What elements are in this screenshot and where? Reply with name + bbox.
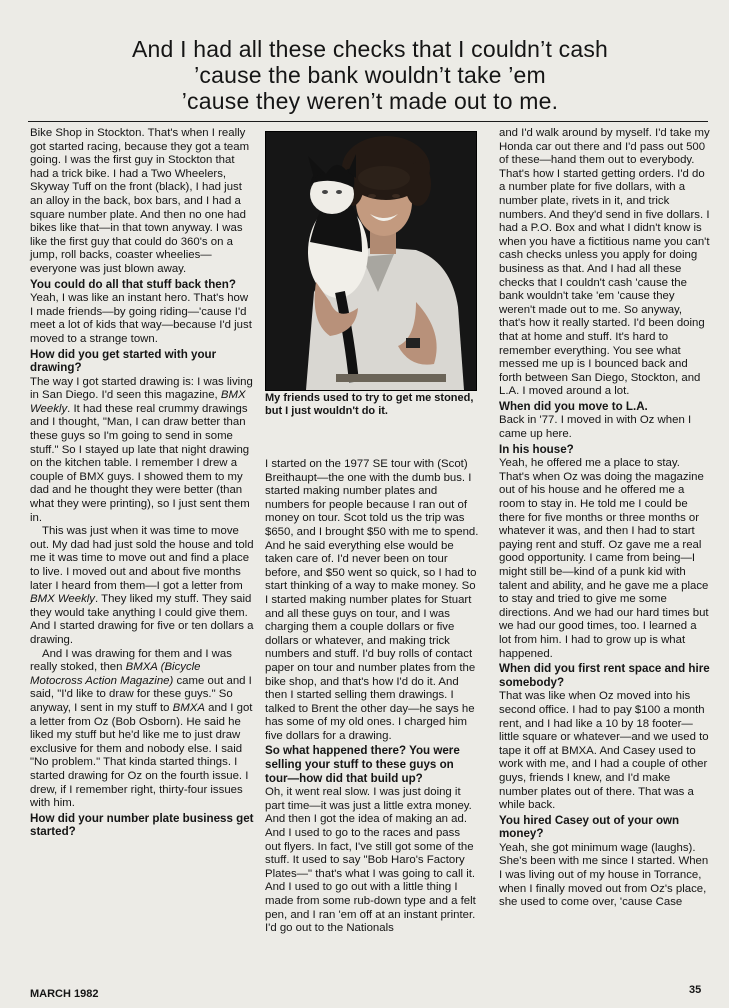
interview-question: So what happened there? You were selling your stuff to these guys on tour—how did that build up?: [265, 744, 460, 785]
paragraph: The way I got started drawing is: I was living in San Diego. I'd seen this magazine, BMX Weekly. It had these real crummy drawings and I thought, "Man, I can draw better than these guys so I'm going to send in some stuff." So I stayed up late that night drawing on the kitchen table. I remember I drew a couple of BMX guys. I showed them to my dad and he thought they were better (than what they were printing), so I just sent them in.: [30, 375, 253, 524]
interview-question: How did you get started with your drawing?: [30, 347, 217, 375]
interview-question: When did you move to L.A.: [499, 399, 648, 413]
pull-quote-line: ’cause they weren’t made out to me.: [181, 88, 559, 114]
pull-quote: [60, 36, 680, 114]
interview-question: You could do all that stuff back then?: [30, 277, 236, 291]
issue-date: MARCH 1982: [30, 988, 99, 1000]
article-column-3: [499, 127, 711, 910]
article-column-1: [30, 127, 254, 840]
header-divider: [28, 121, 708, 122]
photo-caption: My friends used to try to get me stoned, but I just wouldn't do it.: [265, 392, 474, 417]
pull-quote-line: ’cause the bank wouldn’t take ’em: [194, 62, 546, 88]
paragraph: Oh, it went real slow. I was just doing it part time—it was just a little extra money. And then I got the idea of making an ad. And I used to go to the races and pass out flyers. In fact, I've still got some of the stuff. It used to say "Bob Haro's Factory Plates—" that's what I was going to call it. And I used to go out with a little thing I made from some rub-down type and a felt pen, and I ran 'em off at an instant printer. I'd go out to the Nationals: [265, 786, 476, 935]
page-number: 35: [689, 984, 702, 996]
paragraph: And I was drawing for them and I was really stoked, then BMXA (Bicycle Motocross Action Magazine) came out and I said, "I'd like to draw for these guys." So anyway, I sent in my stuff to BMXA and I got a letter from Oz (Bob Osborn). He said he liked my stuff but he'd like me to just draw exclusive for them and nobody else. I said "No problem." That kinda started things. I started drawing for Oz on the fourth issue. I drew, if I remember right, thirty-four issues with him.: [30, 647, 253, 810]
paragraph: Back in '77. I moved in with Oz when I came up here.: [499, 414, 692, 441]
paragraph: I started on the 1977 SE tour with (Scot) Breithaupt—the one with the dumb bus. I started making number plates and numbers for people because I ran out of money on tour. Scot told us the trip was $650, and I brought $50 with me to spend. And he said everything else would be taken care of. I'd never been on tour before, and $50 went so quick, so I had to start thinking of a way to make money. So I started making number plates for Stuart and all these guys on tour, and I was charging them a couple dollars or five dollars or whatever, and making trick numbers and stuff. I'd buy rolls of contact paper on tour and number plates from the bike shop, and that's how I'd do it. And then I started selling them drawings. I talked to Brent the other day—he says he has some of my old ones. I charged him five dollars for a drawing.: [265, 458, 479, 742]
paragraph: This was just when it was time to move out. My dad had just sold the house and told me it was time to move out and find a place to live. I moved out and about five months later I heard from them—I got a letter from BMX Weekly. They liked my stuff. They said they would take anything I could give them. And I started drawing for five or ten dollars a drawing.: [30, 525, 254, 646]
magazine-title: BMX Weekly: [30, 593, 95, 606]
magazine-title: BMXA (Bicycle Motocross Action Magazine): [30, 661, 201, 687]
paragraph: Bike Shop in Stockton. That's when I really got started racing, because they got a team going. I was the first guy in Stockton that had a trick bike. I had a Two Wheelers, Skyway Tuff on the front (black), I had just an alloy in the back, box bars, and I had a square number plate. And then no one had bikes like that—in that town anyway. I was like the first guy that could do 360's on a jump, roll backs, coaster wheelies—everyone was just blown away.: [30, 127, 250, 275]
pull-quote-line: And I had all these checks that I couldn’t cash: [131, 36, 609, 62]
interview-question: When did you first rent space and hire somebody?: [499, 662, 710, 689]
interview-question: How did your number plate business get started?: [30, 811, 254, 839]
paragraph: Yeah, I was like an instant hero. That's how I made friends—by going riding—'cause I'd meet a lot of kids that way—because I'd just moved to a strange town.: [30, 292, 252, 345]
paragraph: Yeah, she got minimum wage (laughs). She's been with me since I started. When I was living out of my house in Torrance, when I finally moved out from Oz's place, she used to come over, 'cause Case: [499, 841, 709, 909]
paragraph: and I'd walk around by myself. I'd take my Honda car out there and I'd pass out 500 of these—hand them out to everybody. That's how I started getting orders. I'd do a number plate for five dollars, with a number plate, rivets in it, and trick numbers. And they'd send in five dollars. I had a P.O. Box and what I didn't know is when you have a fictitious name you can't cash checks unless you apply for doing business as that. And I had all these checks that I couldn't cash 'cause the bank wouldn't take 'em 'cause they weren't made out to me. So anyway, that's how it really started. I'd been doing that at home and stuff. It's hard to remember everything. You see what messed me up is I bounced back and forth between San Diego, Stockton, and L.A. I moved around a lot.: [499, 127, 710, 398]
interview-question: In his house?: [499, 442, 574, 456]
magazine-title: BMXA: [172, 701, 205, 714]
magazine-title: BMX Weekly: [30, 389, 246, 415]
interview-question: You hired Casey out of your own money?: [499, 813, 680, 841]
article-column-2: [265, 458, 479, 936]
paragraph: Yeah, he offered me a place to stay. That's when Oz was doing the magazine out of his house and he offered me a room to stay in. He told me I could be there for five months or three months or whatever it was, and then I had to start paying rent and stuff. Oz gave me a real good opportunity. I came from being—I might still be—kind of a punk kid with talent and ability, and he gave me a place to stay and tried to give me some directions. And we had our hard times but we had our good times, too. I learned a lot from him. I had to grow up is what happened.: [499, 457, 709, 660]
portrait-photo: [265, 131, 477, 391]
paragraph: That was like when Oz moved into his second office. I had to pay $100 a month rent, and I had like a 10 by 18 footer—little square or whatever—and we used to tape it off at BMXA. And Casey used to work with me, and I had a couple of other guys, friends I knew, and I'd make number plates out of there. That was a while back.: [499, 690, 709, 812]
